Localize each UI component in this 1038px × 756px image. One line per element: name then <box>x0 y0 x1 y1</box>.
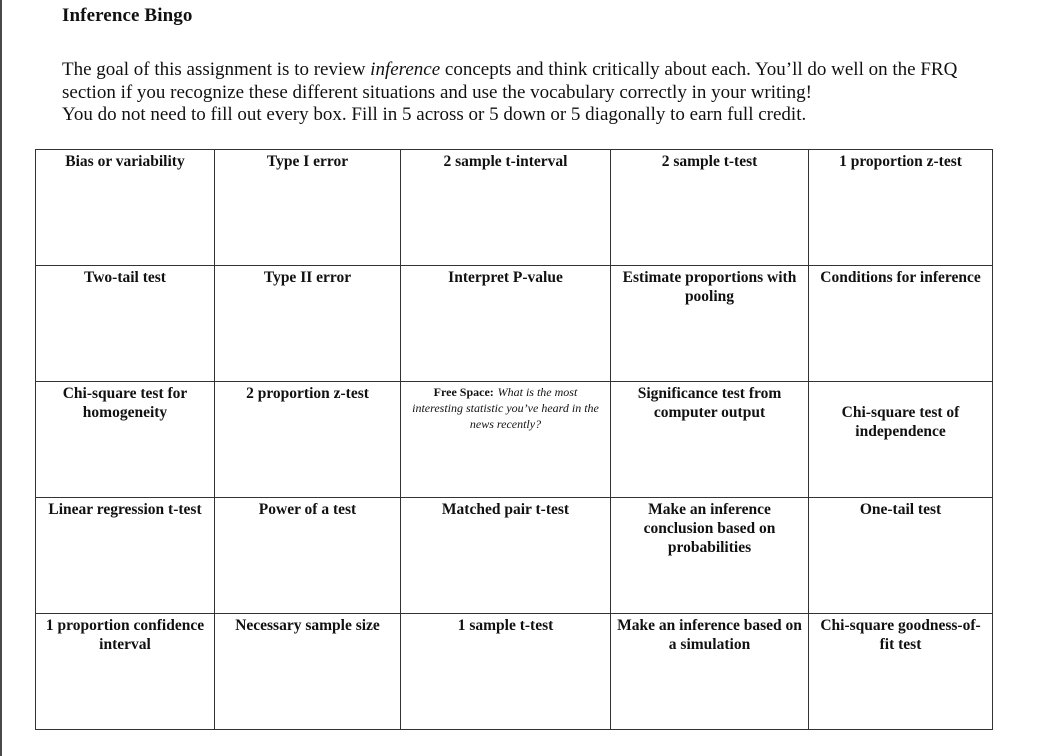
bingo-cell[interactable] <box>36 382 215 498</box>
bingo-cell[interactable] <box>401 150 611 266</box>
cell-text: Matched pair t-test <box>441 501 570 518</box>
bingo-cell[interactable] <box>401 614 611 730</box>
bingo-cell[interactable] <box>611 382 809 498</box>
bingo-cell[interactable] <box>809 614 993 730</box>
cell-text: Chi-square test of independence <box>841 404 960 440</box>
cell-text: One-tail test <box>859 501 942 518</box>
instructions-paragraph-2: You do not need to fill out every box. Fill in 5 across or 5 down or 5 diagonally to earn full credit. <box>62 104 807 125</box>
bingo-cell[interactable] <box>36 614 215 730</box>
bingo-cell[interactable] <box>215 150 401 266</box>
grid-row <box>36 498 993 614</box>
cell-text: 2 sample t-test <box>661 153 758 170</box>
free-space-cell[interactable] <box>401 382 611 498</box>
bingo-cell[interactable] <box>36 266 215 382</box>
bingo-cell[interactable] <box>611 614 809 730</box>
cell-text: Make an inference conclusion based on probabilities <box>643 501 776 556</box>
instructions-paragraph-1 <box>62 59 962 104</box>
cell-text: 1 proportion confidence interval <box>45 617 205 653</box>
cell-text: 1 proportion z-test <box>839 153 962 170</box>
instructions-text-2: concepts and think critically about each. You’ll do well on the FRQ section if you recognize these different situations and use the vocabulary correctly in your writing! <box>62 59 958 103</box>
bingo-cell[interactable] <box>215 498 401 614</box>
grid-row <box>36 150 993 266</box>
cell-text: 2 proportion z-test <box>246 385 369 402</box>
cell-text: Type I error <box>266 153 349 170</box>
grid-row <box>36 382 993 498</box>
cell-text: Linear regression t-test <box>48 501 202 518</box>
bingo-grid <box>35 149 993 730</box>
bingo-cell[interactable] <box>611 150 809 266</box>
bingo-cell[interactable] <box>809 266 993 382</box>
page-left-edge <box>0 0 2 756</box>
free-space-prompt: What is the most interesting statistic you’ve heard in the news recently? <box>412 385 599 431</box>
instructions-text-1: The goal of this assignment is to review <box>62 59 371 80</box>
cell-text: 1 sample t-test <box>457 617 554 634</box>
grid-row <box>36 266 993 382</box>
cell-text: Type II error <box>263 269 352 286</box>
cell-text: Two-tail test <box>84 269 166 286</box>
cell-text: Bias or variability <box>65 153 185 170</box>
cell-text: Estimate proportions with pooling <box>622 269 797 305</box>
bingo-cell[interactable] <box>809 150 993 266</box>
cell-text: Chi-square goodness-of-fit test <box>820 617 981 653</box>
cell-text: Power of a test <box>258 501 357 518</box>
cell-text: Conditions for inference <box>820 269 981 286</box>
instructions <box>62 59 962 127</box>
bingo-cell[interactable] <box>611 266 809 382</box>
cell-text: Interpret P-value <box>448 269 563 286</box>
bingo-cell[interactable] <box>401 498 611 614</box>
grid-row <box>36 614 993 730</box>
bingo-cell[interactable] <box>215 614 401 730</box>
free-space-label: Free Space: <box>433 385 494 399</box>
bingo-cell[interactable] <box>809 382 993 498</box>
bingo-cell[interactable] <box>215 382 401 498</box>
bingo-cell[interactable] <box>36 498 215 614</box>
cell-text: Make an inference based on a simulation <box>617 617 802 653</box>
bingo-cell[interactable] <box>611 498 809 614</box>
cell-text: 2 sample t-interval <box>443 153 568 170</box>
free-space-text <box>407 384 604 432</box>
instructions-emphasis: inference <box>370 59 441 80</box>
cell-text: Chi-square test for homogeneity <box>62 385 188 421</box>
bingo-cell[interactable] <box>215 266 401 382</box>
cell-text: Necessary sample size <box>235 617 380 634</box>
page-title: Inference Bingo <box>62 5 193 26</box>
bingo-cell[interactable] <box>401 266 611 382</box>
bingo-cell[interactable] <box>36 150 215 266</box>
cell-text: Significance test from computer output <box>637 385 782 421</box>
bingo-cell[interactable] <box>809 498 993 614</box>
